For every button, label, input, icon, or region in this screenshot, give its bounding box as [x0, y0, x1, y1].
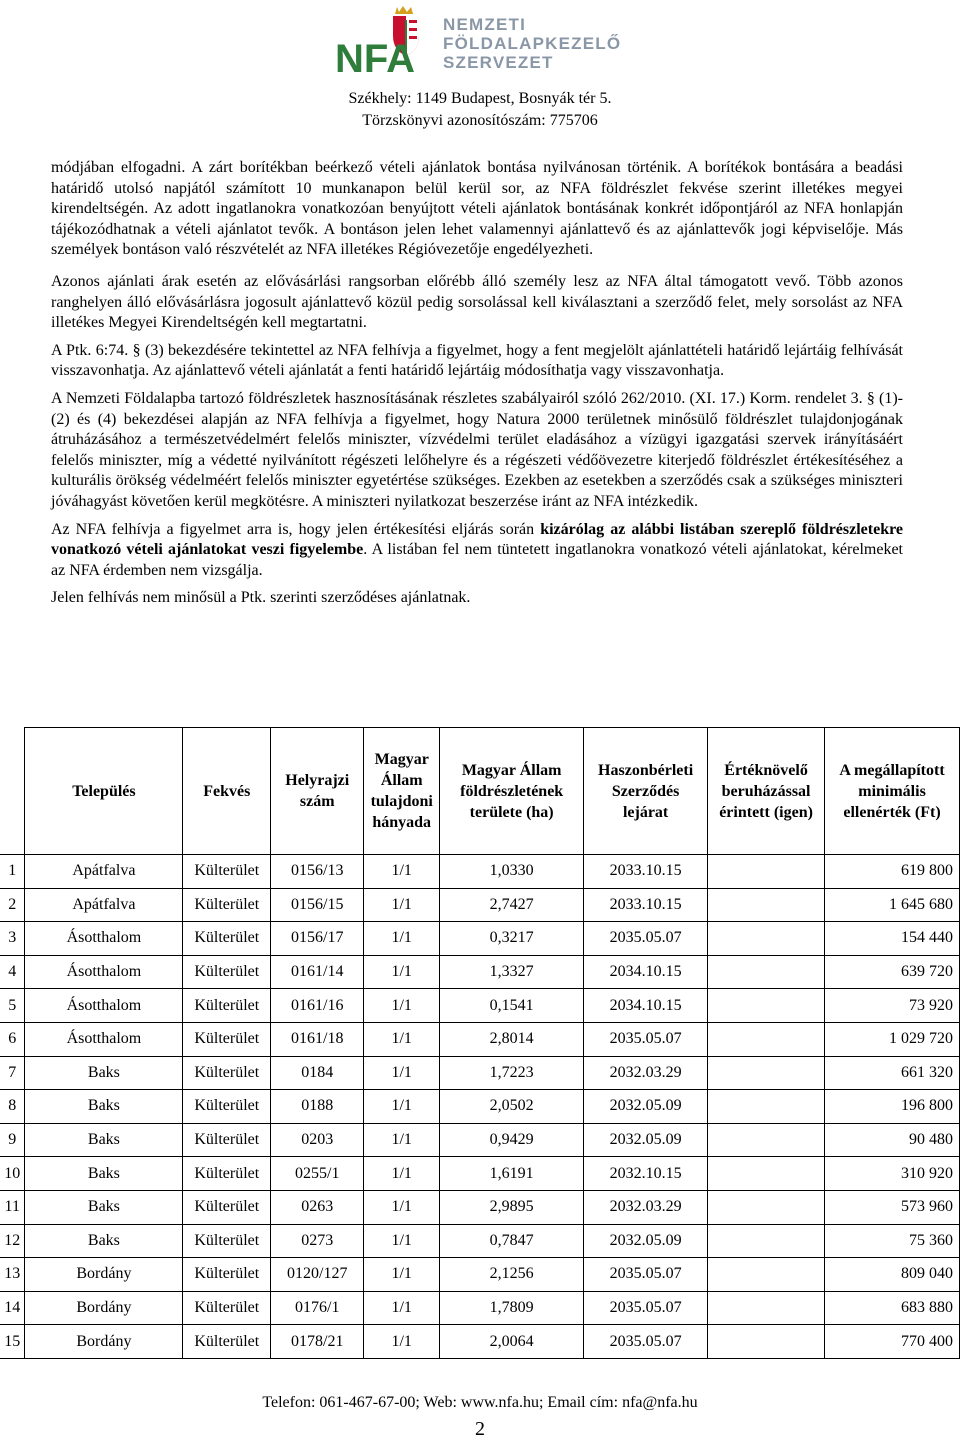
lot-cell: 0203 — [271, 1123, 364, 1157]
emphasis-listed-only: kizárólag az alábbi listában szereplő földrészletekre vonatkozó vételi ajánlatokat veszi figyelembe — [51, 520, 904, 559]
settlement-cell: Baks — [25, 1157, 183, 1191]
lease-end-cell: 2032.03.29 — [584, 1056, 708, 1090]
lot-cell: 0156/17 — [271, 922, 364, 956]
lot-cell: 0263 — [271, 1190, 364, 1224]
location-cell: Külterület — [183, 989, 271, 1023]
location-cell: Külterület — [183, 955, 271, 989]
letterhead — [0, 0, 960, 136]
nfa-crest-icon — [333, 6, 433, 78]
paragraph-equal-offers: Azonos ajánlati árak esetén az elővásárlási rangsorban előrébb álló személy lesz az NFA által támogatott vevő. Több azonos ranghelyen álló elővásárlásra jogosult ajánlattevő közül pedig sorsolással kell kiválasztani a szerződő felet, mely sorsolást az NFA illetékes Megyei Kirendeltségén kell megtartatni. — [51, 272, 903, 332]
area-cell: 1,3327 — [440, 955, 584, 989]
lot-cell: 0120/127 — [271, 1258, 364, 1292]
row-index: 9 — [0, 1123, 25, 1157]
table-row — [0, 1258, 960, 1292]
table-row — [0, 922, 960, 956]
table-row — [0, 1056, 960, 1090]
min-price-cell: 809 040 — [825, 1258, 960, 1292]
min-price-cell: 619 800 — [825, 855, 960, 889]
area-cell: 2,0502 — [440, 1090, 584, 1124]
row-index: 14 — [0, 1291, 25, 1325]
improvement-cell — [708, 1090, 825, 1124]
share-cell: 1/1 — [364, 1258, 440, 1292]
settlement-cell: Apátfalva — [25, 888, 183, 922]
lease-end-cell: 2032.05.09 — [584, 1090, 708, 1124]
row-index: 10 — [0, 1157, 25, 1191]
location-cell: Külterület — [183, 1157, 271, 1191]
lot-cell: 0273 — [271, 1224, 364, 1258]
header-improvement: Értéknövelő beruházással érintett (igen) — [708, 728, 825, 855]
location-cell: Külterület — [183, 1056, 271, 1090]
share-cell: 1/1 — [364, 955, 440, 989]
lot-cell: 0156/15 — [271, 888, 364, 922]
min-price-cell: 196 800 — [825, 1090, 960, 1124]
improvement-cell — [708, 1190, 825, 1224]
improvement-cell — [708, 955, 825, 989]
header-index — [0, 728, 25, 855]
settlement-cell: Apátfalva — [25, 855, 183, 889]
location-cell: Külterület — [183, 1022, 271, 1056]
lease-end-cell: 2035.05.07 — [584, 1325, 708, 1359]
paragraph-listed-parcels: Az NFA felhívja a figyelmet arra is, hogy jelen értékesítési eljárás során kizárólag az alábbi listában szereplő földrészletekre vonatkozó vételi ajánlatokat veszi figyelembe. A listában fel nem tüntetett ingatlanokra vonatkozó vételi ajánlatokat, kérelmeket az NFA érdemben nem vizsgálja. — [51, 520, 904, 579]
improvement-cell — [708, 1258, 825, 1292]
location-cell: Külterület — [183, 888, 271, 922]
improvement-cell — [708, 888, 825, 922]
table-row — [0, 1190, 960, 1224]
share-cell: 1/1 — [364, 1325, 440, 1359]
improvement-cell — [708, 1291, 825, 1325]
area-cell: 2,1256 — [440, 1258, 584, 1292]
row-index: 2 — [0, 888, 25, 922]
share-cell: 1/1 — [364, 1090, 440, 1124]
lot-cell: 0161/14 — [271, 955, 364, 989]
page-number: 2 — [475, 1418, 485, 1440]
location-cell: Külterület — [183, 1258, 271, 1292]
improvement-cell — [708, 922, 825, 956]
settlement-cell: Ásotthalom — [25, 922, 183, 956]
min-price-cell: 770 400 — [825, 1325, 960, 1359]
paragraph-opening: módjában elfogadni. A zárt borítékban beérkező vételi ajánlatok bontása nyilvánosan történik. A borítékok bontására a beadási határidő utolsó napjától számított 10 munkanapon belül kerül sor, az NFA földrészlet fekvése szerint illetékes megyei kirendeltségén. Az adott ingatlanokra vonatkozóan benyújtott vételi ajánlatok bontásának konkrét időpontjáról az NFA honlapján tájékozódhatnak a vételi ajánlatot tevők. A bontáson jelen lehet valamennyi ajánlattevő és az ajánlattevők jogi képviselője. Más személyek bontáson való részvételét az NFA illetékes Régióvezetője engedélyezheti. — [51, 159, 903, 259]
lease-end-cell: 2035.05.07 — [584, 1022, 708, 1056]
table-row — [0, 1291, 960, 1325]
lease-end-cell: 2032.03.29 — [584, 1190, 708, 1224]
improvement-cell — [708, 1123, 825, 1157]
row-index: 15 — [0, 1325, 25, 1359]
improvement-cell — [708, 1224, 825, 1258]
area-cell: 0,9429 — [440, 1123, 584, 1157]
lease-end-cell: 2032.10.15 — [584, 1157, 708, 1191]
min-price-cell: 1 029 720 — [825, 1022, 960, 1056]
header-state-area: Magyar Állam földrészletének területe (ha) — [440, 728, 584, 855]
organization-name: NEMZETI FÖLDALAPKEZELŐ SZERVEZET — [443, 15, 622, 72]
min-price-cell: 639 720 — [825, 955, 960, 989]
table-header-row — [0, 728, 960, 855]
paragraph-withdrawal: A Ptk. 6:74. § (3) bekezdésére tekintettel az NFA felhívja a figyelmet, hogy a fent megjelölt ajánlattételi határidő lejártáig felhívását visszavonhatja. Az ajánlattevő vételi ajánlatát a fenti határidő lejártáig módosíthatja vagy visszavonhatja. — [51, 341, 903, 380]
settlement-cell: Bordány — [25, 1258, 183, 1292]
location-cell: Külterület — [183, 1325, 271, 1359]
min-price-cell: 661 320 — [825, 1056, 960, 1090]
paragraph-natura: A Nemzeti Földalapba tartozó földrészletek hasznosításának részletes szabályairól szóló 262/2010. (XI. 17.) Korm. rendelet 3. § (1)-(2) és (4) bekezdései alapján az NFA felhívja a figyelmet, hogy Natura 2000 területnek minősülő földrészlet tulajdonjogának átruházásához a természetvédelmért felelős miniszter, vízvédelmi terület eladásához a vízügyi igazgatási szervek irányításáért felelős miniszter, míg a védetté nyilvánított régészeti lelőhelyre és a régészeti védőövezetre kiterjedő földrészlet értékesítéséhez a kulturális örökség védelméért felelős miniszter egyetértése szükséges. Ezekben az esetekben a szerződés csak a szükséges miniszteri jóváhagyást követően kerül megkötésre. A miniszteri nyilatkozat beszerzése iránt az NFA intézkedik. — [51, 389, 903, 510]
svg-text:NFA: NFA — [335, 37, 415, 78]
row-index: 11 — [0, 1190, 25, 1224]
lot-cell: 0184 — [271, 1056, 364, 1090]
improvement-cell — [708, 855, 825, 889]
area-cell: 0,7847 — [440, 1224, 584, 1258]
table-row — [0, 1022, 960, 1056]
area-cell: 2,0064 — [440, 1325, 584, 1359]
settlement-cell: Baks — [25, 1123, 183, 1157]
area-cell: 0,3217 — [440, 922, 584, 956]
min-price-cell: 1 645 680 — [825, 888, 960, 922]
lease-end-cell: 2032.05.09 — [584, 1123, 708, 1157]
lease-end-cell: 2035.05.07 — [584, 1291, 708, 1325]
share-cell: 1/1 — [364, 888, 440, 922]
footer — [0, 1392, 960, 1440]
table-row — [0, 1157, 960, 1191]
address-line: Székhely: 1149 Budapest, Bosnyák tér 5. — [348, 90, 612, 107]
location-cell: Külterület — [183, 1123, 271, 1157]
lease-end-cell: 2034.10.15 — [584, 989, 708, 1023]
header-lease-end: Haszonbérleti Szerződés lejárat — [584, 728, 708, 855]
paragraph-disclaimer: Jelen felhívás nem minősül a Ptk. szerinti szerződéses ajánlatnak. — [51, 589, 471, 607]
share-cell: 1/1 — [364, 1157, 440, 1191]
share-cell: 1/1 — [364, 1224, 440, 1258]
share-cell: 1/1 — [364, 1123, 440, 1157]
area-cell: 1,7809 — [440, 1291, 584, 1325]
lot-cell: 0255/1 — [271, 1157, 364, 1191]
area-cell: 1,6191 — [440, 1157, 584, 1191]
settlement-cell: Baks — [25, 1056, 183, 1090]
header-state-share: Magyar Állam tulajdoni hányada — [364, 728, 440, 855]
location-cell: Külterület — [183, 1291, 271, 1325]
lot-cell: 0178/21 — [271, 1325, 364, 1359]
footer-contact: Telefon: 061-467-67-00; Web: www.nfa.hu; Email cím: nfa@nfa.hu — [262, 1394, 698, 1411]
table-row — [0, 1090, 960, 1124]
lease-end-cell: 2033.10.15 — [584, 888, 708, 922]
lease-end-cell: 2032.05.09 — [584, 1224, 708, 1258]
row-index: 7 — [0, 1056, 25, 1090]
min-price-cell: 310 920 — [825, 1157, 960, 1191]
lot-cell: 0188 — [271, 1090, 364, 1124]
lot-cell: 0161/18 — [271, 1022, 364, 1056]
improvement-cell — [708, 1157, 825, 1191]
share-cell: 1/1 — [364, 1190, 440, 1224]
registry-line: Törzskönyvi azonosítószám: 775706 — [362, 112, 598, 129]
location-cell: Külterület — [183, 1224, 271, 1258]
table-row — [0, 1224, 960, 1258]
header-min-price: A megállapított minimális ellenérték (Ft) — [825, 728, 960, 855]
improvement-cell — [708, 1022, 825, 1056]
settlement-cell: Ásotthalom — [25, 989, 183, 1023]
improvement-cell — [708, 1056, 825, 1090]
row-index: 8 — [0, 1090, 25, 1124]
settlement-cell: Bordány — [25, 1291, 183, 1325]
share-cell: 1/1 — [364, 855, 440, 889]
row-index: 4 — [0, 955, 25, 989]
table-row — [0, 1123, 960, 1157]
lease-end-cell: 2033.10.15 — [584, 855, 708, 889]
address-block — [0, 88, 960, 132]
min-price-cell: 73 920 — [825, 989, 960, 1023]
settlement-cell: Ásotthalom — [25, 955, 183, 989]
table-row — [0, 1325, 960, 1359]
area-cell: 1,0330 — [440, 855, 584, 889]
share-cell: 1/1 — [364, 1291, 440, 1325]
row-index: 3 — [0, 922, 25, 956]
parcel-table — [0, 727, 960, 1359]
settlement-cell: Baks — [25, 1190, 183, 1224]
min-price-cell: 573 960 — [825, 1190, 960, 1224]
notice-body — [51, 158, 903, 616]
improvement-cell — [708, 989, 825, 1023]
settlement-cell: Ásotthalom — [25, 1022, 183, 1056]
area-cell: 2,8014 — [440, 1022, 584, 1056]
row-index: 1 — [0, 855, 25, 889]
area-cell: 2,7427 — [440, 888, 584, 922]
lease-end-cell: 2035.05.07 — [584, 1258, 708, 1292]
share-cell: 1/1 — [364, 989, 440, 1023]
table-row — [0, 955, 960, 989]
settlement-cell: Baks — [25, 1224, 183, 1258]
location-cell: Külterület — [183, 1090, 271, 1124]
header-settlement: Település — [25, 728, 183, 855]
location-cell: Külterület — [183, 1190, 271, 1224]
table-row — [0, 888, 960, 922]
header-lot-number: Helyrajzi szám — [271, 728, 364, 855]
header-location: Fekvés — [183, 728, 271, 855]
lot-cell: 0161/16 — [271, 989, 364, 1023]
area-cell: 0,1541 — [440, 989, 584, 1023]
min-price-cell: 75 360 — [825, 1224, 960, 1258]
settlement-cell: Baks — [25, 1090, 183, 1124]
improvement-cell — [708, 1325, 825, 1359]
table-row — [0, 855, 960, 889]
row-index: 12 — [0, 1224, 25, 1258]
min-price-cell: 683 880 — [825, 1291, 960, 1325]
lot-cell: 0176/1 — [271, 1291, 364, 1325]
settlement-cell: Bordány — [25, 1325, 183, 1359]
min-price-cell: 154 440 — [825, 922, 960, 956]
min-price-cell: 90 480 — [825, 1123, 960, 1157]
table-row — [0, 989, 960, 1023]
row-index: 6 — [0, 1022, 25, 1056]
area-cell: 2,9895 — [440, 1190, 584, 1224]
lease-end-cell: 2035.05.07 — [584, 922, 708, 956]
share-cell: 1/1 — [364, 1022, 440, 1056]
nfa-logo — [323, 2, 643, 84]
row-index: 13 — [0, 1258, 25, 1292]
lease-end-cell: 2034.10.15 — [584, 955, 708, 989]
location-cell: Külterület — [183, 922, 271, 956]
share-cell: 1/1 — [364, 922, 440, 956]
lot-cell: 0156/13 — [271, 855, 364, 889]
location-cell: Külterület — [183, 855, 271, 889]
share-cell: 1/1 — [364, 1056, 440, 1090]
area-cell: 1,7223 — [440, 1056, 584, 1090]
row-index: 5 — [0, 989, 25, 1023]
